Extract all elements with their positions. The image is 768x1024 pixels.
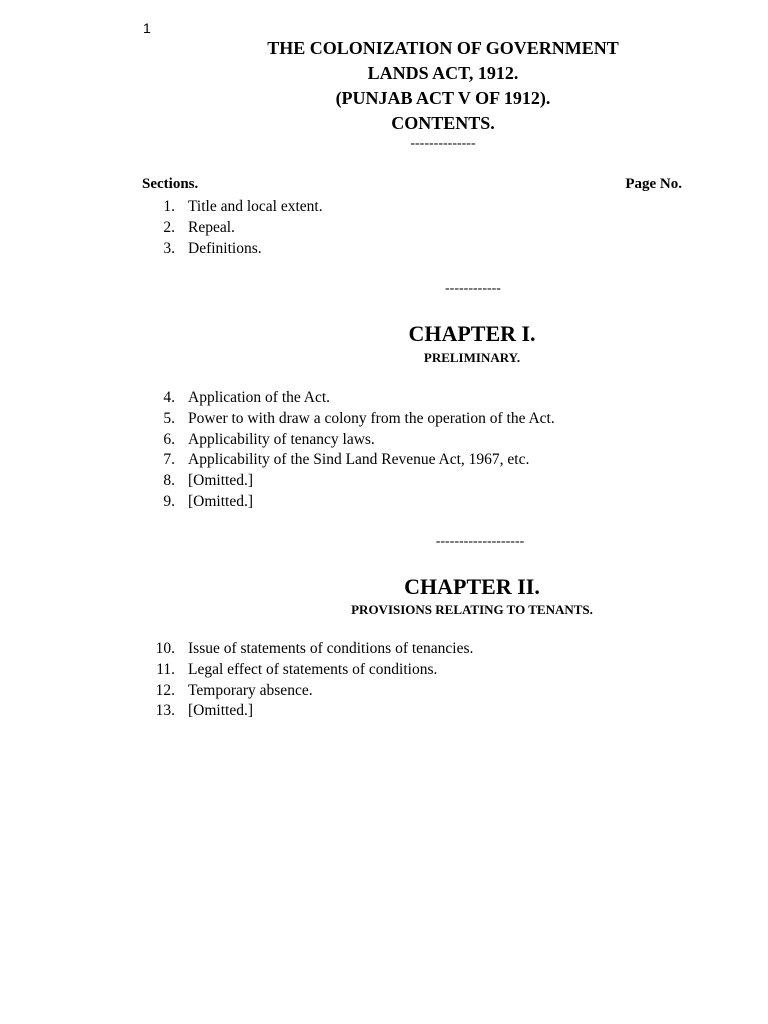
section-item xyxy=(142,430,662,451)
separator: -------------- xyxy=(410,136,476,151)
separator: ------------------- xyxy=(435,534,525,549)
sections-header: Sections. xyxy=(142,176,199,192)
section-number: 1. xyxy=(163,198,175,215)
section-title: Legal effect of statements of conditions. xyxy=(188,660,438,678)
section-number: 6. xyxy=(163,430,175,448)
section-item xyxy=(142,471,662,492)
section-number: 5. xyxy=(163,409,175,427)
section-item xyxy=(142,639,662,660)
page-no-header: Page No. xyxy=(625,176,682,192)
section-item xyxy=(142,197,662,218)
chapter-heading: CHAPTER II. xyxy=(404,574,540,599)
section-item xyxy=(142,388,662,409)
section-title: Applicability of the Sind Land Revenue Act, 1967, etc. xyxy=(188,451,530,469)
section-title: Temporary absence. xyxy=(188,681,313,699)
section-title: [Omitted.] xyxy=(188,472,253,490)
page-number: 1 xyxy=(143,20,151,36)
section-number: 13. xyxy=(155,702,175,720)
section-title: [Omitted.] xyxy=(188,702,253,720)
section-item xyxy=(142,409,662,430)
title-line-1: THE COLONIZATION OF GOVERNMENT xyxy=(267,38,619,58)
section-number: 4. xyxy=(163,389,175,406)
section-item xyxy=(142,218,662,239)
section-title: Repeal. xyxy=(188,218,235,236)
chapter-2-sections-list xyxy=(142,639,662,722)
section-number: 12. xyxy=(155,681,175,699)
section-number: 9. xyxy=(163,492,175,510)
section-number: 8. xyxy=(163,472,175,490)
section-item xyxy=(142,660,662,681)
section-title: Applicability of tenancy laws. xyxy=(188,430,375,448)
intro-sections-list xyxy=(142,197,662,259)
title-line-3: (PUNJAB ACT V OF 1912). xyxy=(335,88,551,108)
section-title: Definitions. xyxy=(188,239,262,257)
title-line-2: LANDS ACT, 1912. xyxy=(367,63,519,83)
section-number: 11. xyxy=(156,660,175,678)
section-number: 3. xyxy=(163,239,175,257)
section-item xyxy=(142,450,662,471)
section-title: Issue of statements of conditions of tenancies. xyxy=(188,640,474,657)
section-item xyxy=(142,681,662,702)
section-title: Title and local extent. xyxy=(188,198,323,215)
separator: ------------ xyxy=(445,281,501,296)
section-item xyxy=(142,701,662,722)
section-item xyxy=(142,239,662,260)
section-title: [Omitted.] xyxy=(188,492,253,510)
chapter-subtitle: PRELIMINARY. xyxy=(423,350,521,365)
section-title: Power to with draw a colony from the operation of the Act. xyxy=(188,409,555,427)
section-number: 10. xyxy=(155,640,175,657)
chapter-1-sections-list xyxy=(142,388,662,513)
chapter-heading: CHAPTER I. xyxy=(408,321,536,346)
section-title: Application of the Act. xyxy=(188,389,331,406)
chapter-subtitle: PROVISIONS RELATING TO TENANTS. xyxy=(351,602,593,617)
contents-heading: CONTENTS. xyxy=(391,113,495,133)
section-item xyxy=(142,492,662,513)
section-number: 2. xyxy=(163,218,175,236)
section-number: 7. xyxy=(163,451,175,469)
